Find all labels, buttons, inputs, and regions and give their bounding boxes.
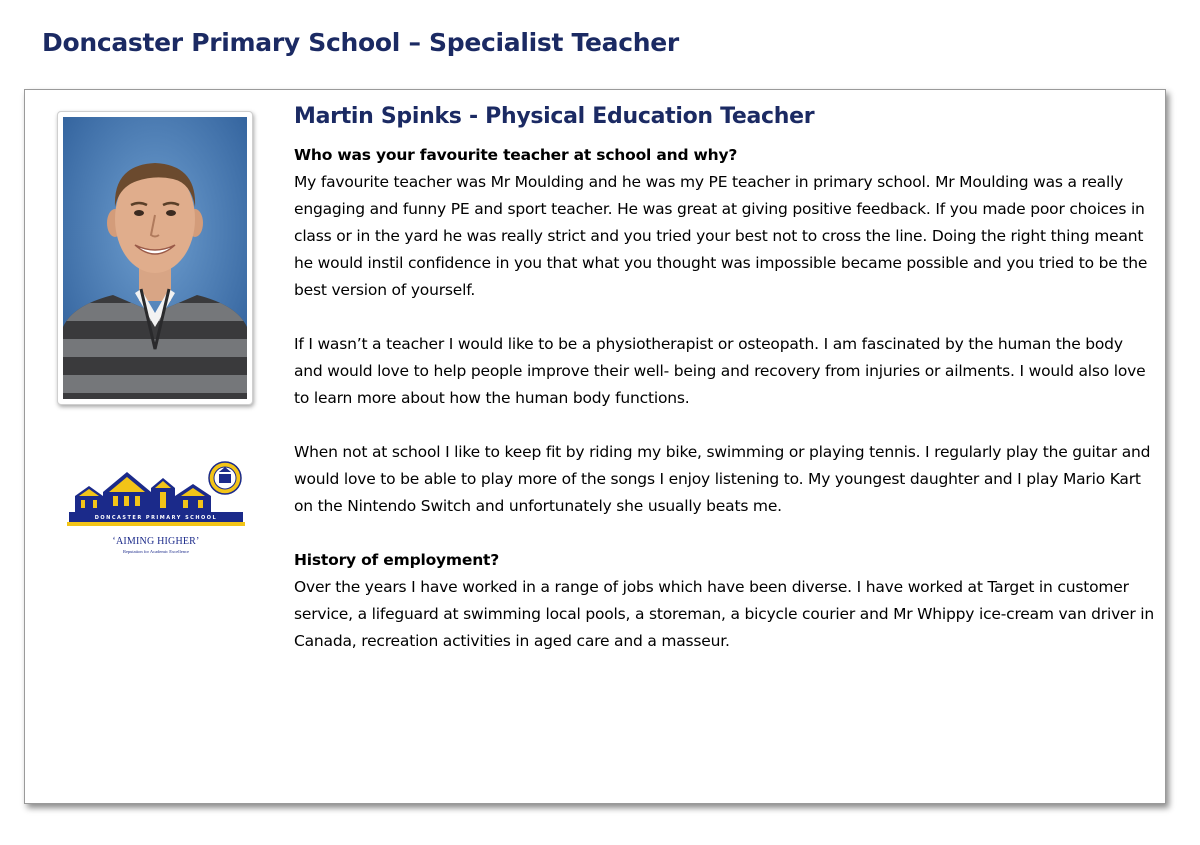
profile-card xyxy=(24,89,1166,804)
question-favourite-teacher: Who was your favourite teacher at school and why? xyxy=(294,146,738,164)
answer-favourite-teacher: My favourite teacher was Mr Moulding and he was my PE teacher in primary school. Mr Moulding was a really engaging and funny PE and sport teacher. He was great at giving positive feedback. If you made poor choices in class or in the yard he was really strict and you tried your best not to cross the line. Doing the right thing meant he would instil confidence in you that what you thought was impossible became possible and you tried to be the best version of yourself. xyxy=(294,173,1148,299)
logo-motto: ‘AIMING HIGHER’ xyxy=(112,536,200,547)
paragraph-hobbies: When not at school I like to keep fit by riding my bike, swimming or playing tennis. I regularly play the guitar and would love to be able to play more of the songs I enjoy listening to. My youngest daughter and I play Mario Kart on the Nintendo Switch and unfortunately she usually beats me. xyxy=(294,443,1151,515)
school-logo xyxy=(65,458,247,562)
teacher-name: Martin Spinks - Physical Education Teacher xyxy=(294,104,815,129)
answer-employment-history: Over the years I have worked in a range of jobs which have been diverse. I have worked at Target in customer service, a lifeguard at swimming local pools, a storeman, a bicycle courier and Mr Whippy ice-cream van driver in Canada, recreation activities in aged care and a masseur. xyxy=(294,578,1155,650)
profile-content xyxy=(294,104,1156,655)
question-employment-history: History of employment? xyxy=(294,551,500,569)
logo-school-name: DONCASTER PRIMARY SCHOOL xyxy=(94,515,218,521)
page-title: Doncaster Primary School – Specialist Teacher xyxy=(42,28,679,57)
logo-subtitle: Reputation for Academic Excellence xyxy=(122,549,190,554)
paragraph-other-career: If I wasn’t a teacher I would like to be a physiotherapist or osteopath. I am fascinated by the human the body and would love to help people improve their well- being and recovery from injuries or ailments. I would also love to learn more about how the human body functions. xyxy=(294,335,1146,407)
teacher-photo xyxy=(57,111,253,405)
